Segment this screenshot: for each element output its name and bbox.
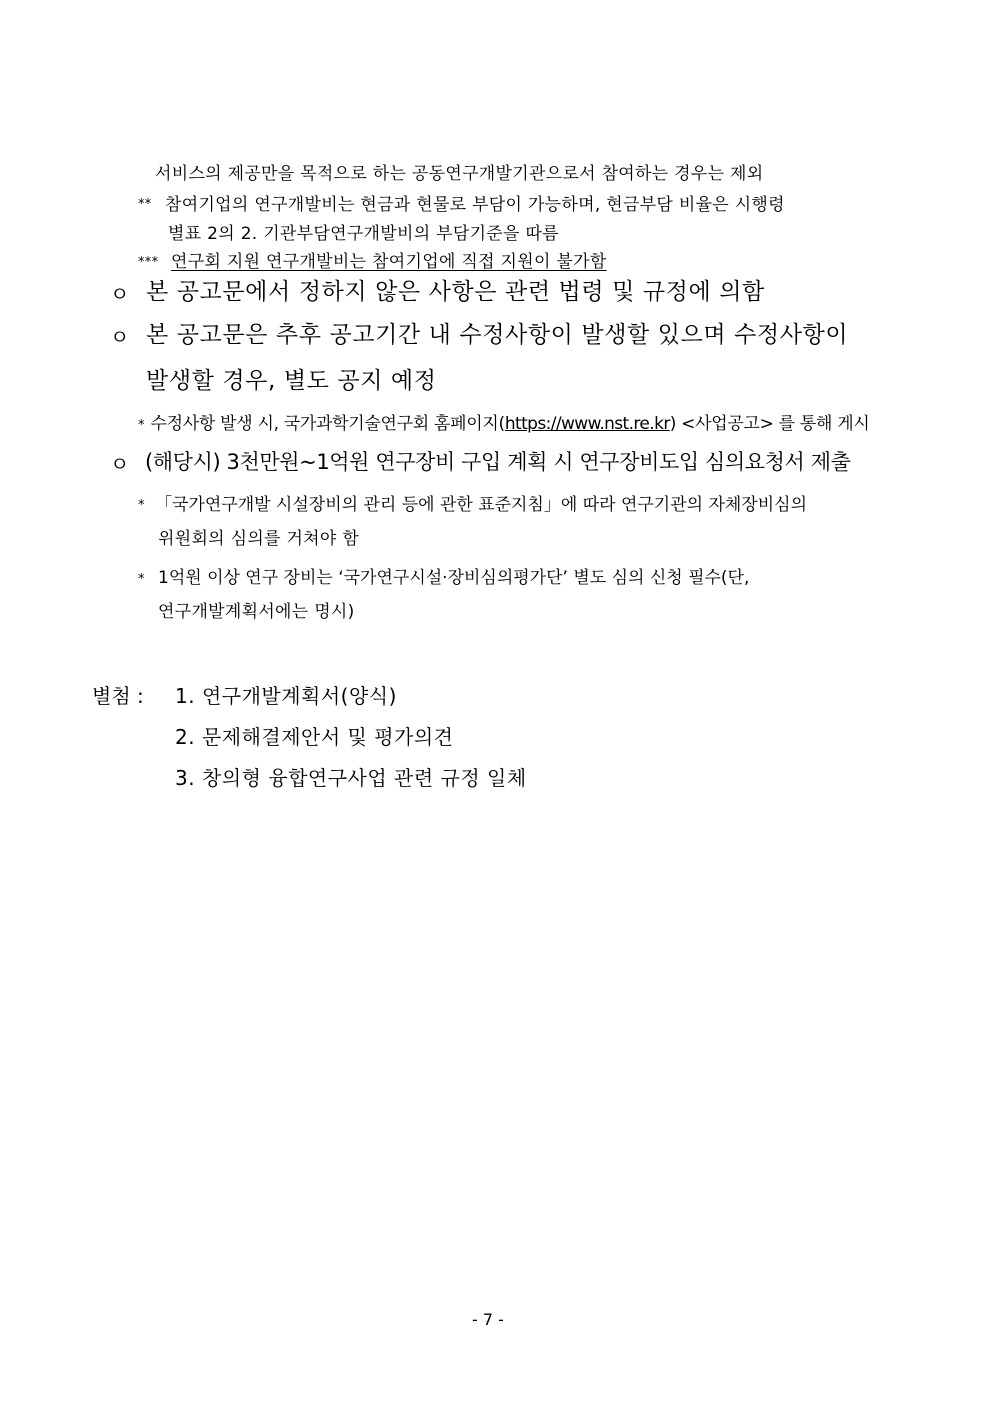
bullet-3: ㅇ: [110, 452, 130, 476]
item-3-note-1-line-2: 위원회의 심의를 거쳐야 함: [158, 529, 360, 549]
page-number: - 7 -: [472, 1310, 504, 1329]
item-1-text: 본 공고문에서 정하지 않은 사항은 관련 법령 및 규정에 의함: [146, 279, 765, 305]
item-3-note-2-line-2: 연구개발계획서에는 명시): [158, 602, 355, 622]
item-2-note-marker: *: [138, 418, 145, 433]
attachment-2: 2. 문제해결제안서 및 평가의견: [175, 725, 454, 749]
bullet-2: ㅇ: [110, 325, 130, 349]
item-3-note-1-marker: *: [138, 498, 145, 513]
note-2-line-1: 참여기업의 연구개발비는 현금과 현물로 부담이 가능하며, 현금부담 비율은 시행령: [165, 195, 785, 215]
item-3-note-2-line-1: 1억원 이상 연구 장비는 ‘국가연구시설·장비심의평가단’ 별도 심의 신청 필수(단,: [158, 568, 750, 588]
attachment-1: 1. 연구개발계획서(양식): [175, 684, 397, 708]
note-2-line-2: 별표 2의 2. 기관부담연구개발비의 부담기준을 따름: [168, 224, 559, 244]
note-2-marker: **: [138, 197, 152, 212]
note-3-text: 연구회 지원 연구개발비는 참여기업에 직접 지원이 불가함: [171, 252, 607, 272]
note-continuation-line: 서비스의 제공만을 목적으로 하는 공동연구개발기관으로서 참여하는 경우는 제외: [155, 164, 764, 184]
attachment-3: 3. 창의형 융합연구사업 관련 규정 일체: [175, 766, 527, 790]
attachments-label: 별첨 :: [92, 684, 144, 708]
bullet-1: ㅇ: [110, 282, 130, 306]
item-2-line-1: 본 공고문은 추후 공고기간 내 수정사항이 발생할 있으며 수정사항이: [146, 322, 849, 348]
item-2-note: [138, 416, 869, 433]
item-3-note-2-marker: *: [138, 572, 145, 587]
item-2-note-before: 수정사항 발생 시, 국가과학기술연구회 홈페이지(: [150, 414, 505, 434]
item-2-line-2: 발생할 경우, 별도 공지 예정: [146, 368, 437, 394]
item-3-note-1-line-1: 「국가연구개발 시설장비의 관리 등에 관한 표준지침」에 따라 연구기관의 자체장비심의: [155, 495, 807, 515]
homepage-link[interactable]: https://www.nst.re.kr: [504, 414, 670, 434]
item-2-note-after: ) <사업공고> 를 통해 게시: [669, 414, 870, 434]
item-3-text: (해당시) 3천만원~1억원 연구장비 구입 계획 시 연구장비도입 심의요청서 제출: [145, 450, 851, 474]
note-3-marker: ***: [138, 255, 159, 270]
